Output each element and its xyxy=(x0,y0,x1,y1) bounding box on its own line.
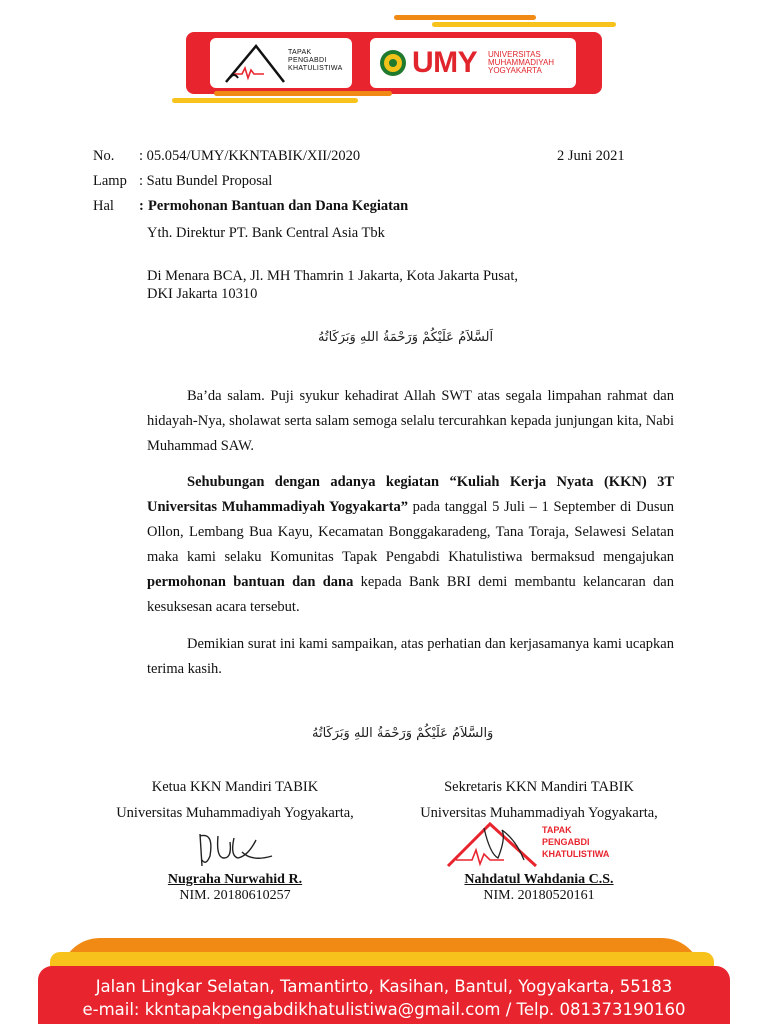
paragraph-1 xyxy=(147,384,674,459)
left-signer-name: Nugraha Nurwahid R. xyxy=(167,872,303,887)
salam-closing: وَالسَّلاَمُ عَلَيْكُمْ وَرَحْمَةُ اللهِ وَبَرَكَاتُهُ xyxy=(312,726,494,741)
umy-logo xyxy=(370,38,576,88)
tabik-logo-line-3: KHATULISTIWA xyxy=(288,65,343,72)
umy-name-line-3: YOGYAKARTA xyxy=(488,66,542,75)
right-signer-nim: NIM. 20180520161 xyxy=(483,888,595,903)
paragraph-3-text: Demikian surat ini kami sampaikan, atas perhatian dan kerjasamanya kami ucapkan terima kasih. xyxy=(147,636,674,677)
footer-address: Jalan Lingkar Selatan, Tamantirto, Kasihan, Bantul, Yogyakarta, 55183 xyxy=(95,977,673,996)
right-signer-name: Nahdatul Wahdania C.S. xyxy=(464,872,614,887)
stamp-mountain-icon xyxy=(444,820,544,872)
right-signer-name-block xyxy=(394,872,684,904)
stamp-line-1: TAPAK xyxy=(542,825,572,835)
header-stripe-yellow-bottom xyxy=(172,98,358,103)
hal-value: Permohonan Bantuan dan Dana Kegiatan xyxy=(148,198,409,214)
header-stripe-orange-top xyxy=(394,15,536,20)
paragraph-1-text: Ba’da salam. Puji syukur kehadirat Allah SWT atas segala limpahan rahmat dan hidayah-Nya, sholawat serta salam semoga selalu tercurahkan kepada junjungan kita, Nabi Muhammad SAW. xyxy=(147,388,674,454)
hal-label: Hal xyxy=(93,198,114,214)
left-handwritten-signature xyxy=(192,826,282,876)
left-signer-name-block xyxy=(90,872,380,904)
kkn-event-title: Sehubungan dengan adanya kegiatan “Kuliah Kerja Nyata (KKN) 3T Universitas Muhammadiyah Yogyakarta” xyxy=(147,474,674,515)
right-signer-org: Universitas Muhammadiyah Yogyakarta, xyxy=(420,805,658,821)
hal-colon: : xyxy=(139,198,144,214)
footer-contact: e-mail: kkntapakpengabdikhatulistiwa@gmail.com / Telp. 081373190160 xyxy=(82,1000,686,1019)
address-line-2: DKI Jakarta 10310 xyxy=(147,286,258,302)
signature-right xyxy=(394,774,684,826)
umy-emblem-icon xyxy=(378,48,408,78)
right-signer-role: Sekretaris KKN Mandiri TABIK xyxy=(444,779,634,795)
no-label: No. xyxy=(93,148,115,164)
lamp-value: : Satu Bundel Proposal xyxy=(139,173,273,189)
letter-date: 2 Juni 2021 xyxy=(557,148,625,164)
header-stripe-yellow-top xyxy=(432,22,616,27)
umy-name-line-2: MUHAMMADIYAH xyxy=(488,58,555,67)
lamp-label: Lamp xyxy=(93,173,127,189)
tabik-logo-line-2: PENGABDI xyxy=(288,57,327,64)
left-signer-nim: NIM. 20180610257 xyxy=(179,888,291,903)
stamp-text xyxy=(542,824,609,860)
umy-brand-text: UMY xyxy=(412,46,478,79)
tabik-logo-line-1: TAPAK xyxy=(288,49,312,56)
recipient: Yth. Direktur PT. Bank Central Asia Tbk xyxy=(147,225,385,241)
request-emphasis: permohonan bantuan dan dana xyxy=(147,574,354,590)
no-value: : 05.054/UMY/KKNTABIK/XII/2020 xyxy=(139,148,361,164)
tabik-stamp xyxy=(444,820,620,872)
paragraph-2 xyxy=(147,470,674,620)
tabik-logo xyxy=(210,38,352,88)
stamp-line-3: KHATULISTIWA xyxy=(542,849,610,859)
address-line-1: Di Menara BCA, Jl. MH Thamrin 1 Jakarta, Kota Jakarta Pusat, xyxy=(147,268,519,284)
mountain-logo-icon xyxy=(220,40,290,86)
salam-opening: اَلسَّلاَمُ عَلَيْكُمْ وَرَحْمَةُ اللهِ وَبَرَكَاتُهُ xyxy=(318,330,494,345)
paragraph-2-text-1: pada tanggal 5 Juli – 1 September di Dusun Ollon, Lembang Bua Kayu, Kecamatan Bonggakaradeng, Tana Toraja, Selawesi Selatan maka kami selaku Komunitas Tapak Pengabdi Khatulistiwa bermaksud mengajukan xyxy=(147,499,674,565)
paragraph-3 xyxy=(147,632,674,682)
umy-name-line-1: UNIVERSITAS xyxy=(488,50,541,59)
left-signer-role: Ketua KKN Mandiri TABIK xyxy=(151,779,319,795)
header-stripe-orange-bottom xyxy=(214,91,392,96)
stamp-line-2: PENGABDI xyxy=(542,837,590,847)
left-signer-org: Universitas Muhammadiyah Yogyakarta, xyxy=(116,805,354,821)
paragraph-2-text-2: kepada Bank BRI demi membantu kelancaran dan kesuksesan acara tersebut. xyxy=(147,574,674,615)
signature-left xyxy=(90,774,380,826)
